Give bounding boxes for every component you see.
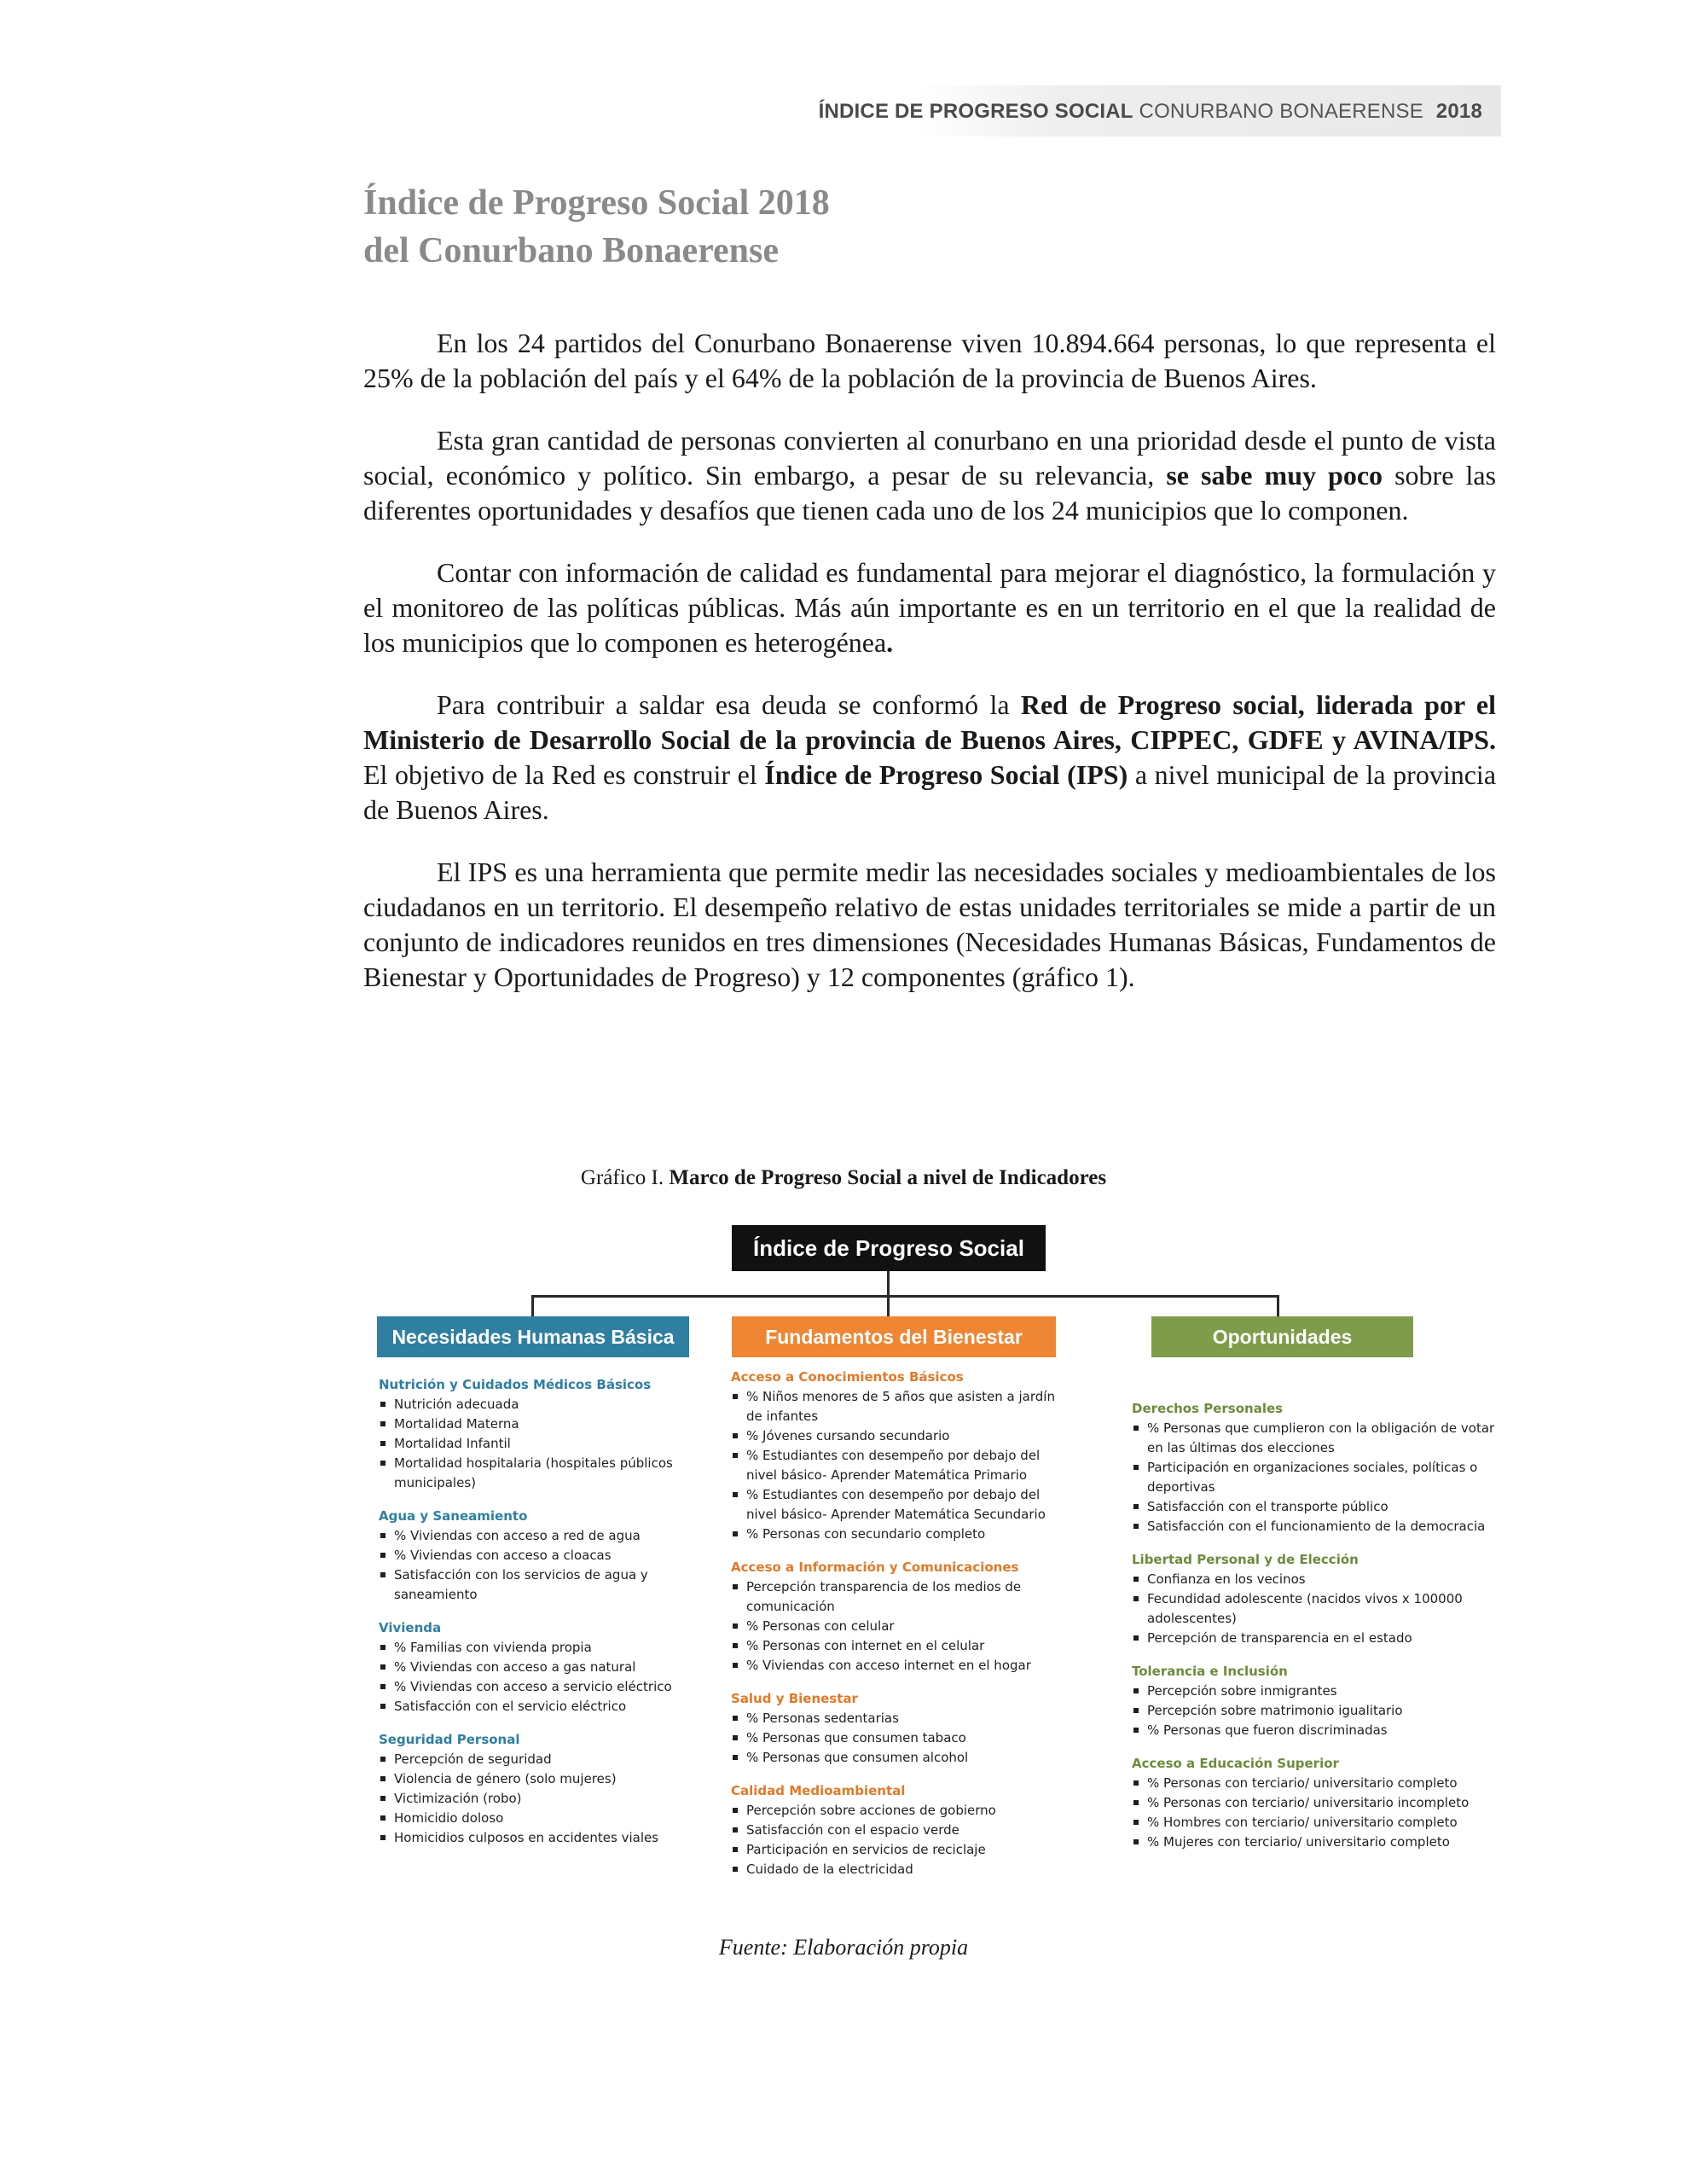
root-node-ips: Índice de Progreso Social xyxy=(732,1225,1046,1271)
component-title: Acceso a Conocimientos Básicos xyxy=(731,1369,964,1385)
indicator-item: Percepción sobre acciones de gobierno xyxy=(731,1801,1072,1821)
components-column-wellbeing xyxy=(731,1368,1072,1893)
indicator-list xyxy=(1132,1419,1499,1536)
indicator-list xyxy=(731,1577,1072,1676)
indicator-item: % Familias con vivienda propia xyxy=(379,1638,716,1658)
paragraph-5: El IPS es una herramienta que permite medir las necesidades sociales y medioambientales de los ciudadanos en un territorio. El desempeño relativo de estas unidades territoriales se mide a partir de un conjunto de indicadores reunidos en tres dimensiones (Necesidades Humanas Básicas, Fundamentos de Bienestar y Oportunidades de Progreso) y 12 componentes (gráfico 1). xyxy=(363,857,1496,992)
component-block xyxy=(731,1368,1072,1544)
header-subtitle: CONURBANO BONAERENSE xyxy=(1139,100,1423,123)
indicator-list xyxy=(731,1801,1072,1879)
paragraph-4-text-end: a nivel municipal de la provincia de Buenos Aires. xyxy=(363,759,1497,825)
indicator-item: Percepción sobre matrimonio igualitario xyxy=(1132,1701,1499,1721)
figure-source: Fuente: Elaboración propia xyxy=(718,1935,969,1960)
paragraph-2-text: Esta gran cantidad de personas convierten al conurbano en una prioridad desde el punto de vista social, económico y político. Sin embargo, a pesar de su relevancia, xyxy=(363,425,1496,491)
indicator-item: Satisfacción con el funcionamiento de la democracia xyxy=(1132,1517,1499,1536)
indicator-item: % Mujeres con terciario/ universitario completo xyxy=(1132,1833,1499,1852)
indicator-item: Percepción transparencia de los medios de comunicación xyxy=(731,1577,1072,1617)
header-year: 2018 xyxy=(1435,100,1482,123)
indicator-item: Cuidado de la electricidad xyxy=(731,1860,1072,1879)
indicator-item: % Viviendas con acceso a cloacas xyxy=(379,1546,716,1565)
dimension-opportunities: Oportunidades xyxy=(1151,1316,1413,1357)
indicator-item: Percepción sobre inmigrantes xyxy=(1132,1682,1499,1701)
indicator-item: Satisfacción con el transporte público xyxy=(1132,1497,1499,1517)
indicator-item: % Personas que consumen alcohol xyxy=(731,1748,1072,1768)
component-title: Tolerancia e Inclusión xyxy=(1132,1664,1288,1679)
indicator-item: % Personas con celular xyxy=(731,1617,1072,1636)
component-block xyxy=(1132,1754,1499,1852)
caption-prefix: Gráfico I. xyxy=(580,1166,670,1189)
body-text xyxy=(363,326,1496,1022)
indicator-item: % Niños menores de 5 años que asisten a jardín de infantes xyxy=(731,1387,1072,1426)
component-block xyxy=(1132,1662,1499,1740)
indicator-item: % Personas que fueron discriminadas xyxy=(1132,1721,1499,1740)
indicator-item: % Personas que cumplieron con la obligación de votar en las últimas dos elecciones xyxy=(1132,1419,1499,1458)
component-title: Seguridad Personal xyxy=(379,1732,520,1747)
indicator-item: Satisfacción con el espacio verde xyxy=(731,1821,1072,1840)
paragraph-2-text-end: sobre las diferentes oportunidades y desafíos que tienen cada uno de los 24 municipios que lo componen. xyxy=(363,460,1497,526)
indicator-list xyxy=(1132,1774,1499,1852)
indicator-list xyxy=(1132,1682,1499,1740)
components-column-basic-needs xyxy=(379,1375,716,1862)
title-line-1: Índice de Progreso Social 2018 xyxy=(363,183,830,223)
connector-to-dimension-2 xyxy=(887,1295,890,1316)
component-title: Vivienda xyxy=(379,1620,442,1635)
indicator-item: % Personas sedentarias xyxy=(731,1709,1072,1728)
indicator-item: Homicidios culposos en accidentes viales xyxy=(379,1828,716,1848)
paragraph-4-text: Para contribuir a saldar esa deuda se conformó la xyxy=(437,689,1021,720)
running-header xyxy=(819,100,1482,124)
title-line-2: del Conurbano Bonaerense xyxy=(363,231,779,270)
paragraph-2-emphasis: se sabe muy poco xyxy=(1166,460,1383,491)
component-block xyxy=(379,1730,716,1848)
connector-root-vertical xyxy=(887,1271,890,1297)
indicator-item: % Jóvenes cursando secundario xyxy=(731,1426,1072,1446)
paragraph-2 xyxy=(363,423,1496,528)
component-block xyxy=(1132,1399,1499,1536)
component-title: Derechos Personales xyxy=(1132,1401,1284,1416)
paragraph-4-red-emphasis: Red de Progreso social, liderada por el Ministerio de Desarrollo Social de la provincia de Buenos Aires, CIPPEC, GDFE y AVINA/IPS. xyxy=(363,689,1497,755)
caption-title: Marco de Progreso Social a nivel de Indicadores xyxy=(669,1166,1107,1189)
indicator-item: Mortalidad hospitalaria (hospitales públicos municipales) xyxy=(379,1454,716,1493)
component-title: Nutrición y Cuidados Médicos Básicos xyxy=(379,1377,652,1392)
indicator-list xyxy=(379,1750,716,1848)
paragraph-3-text: Contar con información de calidad es fundamental para mejorar el diagnóstico, la formulación y el monitoreo de las políticas públicas. Más aún importante es en un territorio en el que la realidad de los municipios que lo componen es heterogénea xyxy=(363,557,1496,658)
indicator-list xyxy=(379,1395,716,1493)
header-title: ÍNDICE DE PROGRESO SOCIAL xyxy=(818,100,1133,123)
indicator-item: Victimización (robo) xyxy=(379,1789,716,1809)
components-column-opportunities xyxy=(1132,1399,1499,1866)
dimension-wellbeing-foundations: Fundamentos del Bienestar xyxy=(732,1316,1056,1357)
indicator-item: % Personas con terciario/ universitario incompleto xyxy=(1132,1793,1499,1813)
component-block xyxy=(1132,1550,1499,1648)
indicator-item: % Viviendas con acceso internet en el hogar xyxy=(731,1656,1072,1676)
component-title: Salud y Bienestar xyxy=(731,1691,858,1706)
component-title: Calidad Medioambiental xyxy=(731,1783,906,1798)
connector-horizontal xyxy=(531,1295,1279,1298)
indicator-item: % Personas con terciario/ universitario completo xyxy=(1132,1774,1499,1793)
indicator-item: Homicidio doloso xyxy=(379,1809,716,1828)
component-block xyxy=(379,1618,716,1716)
figure-caption xyxy=(0,1166,1687,1190)
indicator-item: % Estudiantes con desempeño por debajo del nivel básico- Aprender Matemática Secundario xyxy=(731,1485,1072,1525)
indicator-item: % Personas que consumen tabaco xyxy=(731,1728,1072,1748)
indicator-item: % Viviendas con acceso a gas natural xyxy=(379,1658,716,1677)
component-block xyxy=(379,1507,716,1605)
indicator-list xyxy=(731,1387,1072,1544)
indicator-list xyxy=(379,1526,716,1605)
indicator-list xyxy=(1132,1570,1499,1648)
component-block xyxy=(731,1558,1072,1676)
indicator-list xyxy=(379,1638,716,1716)
paragraph-1: En los 24 partidos del Conurbano Bonaerense viven 10.894.664 personas, lo que representa el 25% de la población del país y el 64% de la población de la provincia de Buenos Aires. xyxy=(363,328,1496,393)
paragraph-4-ips-emphasis: Índice de Progreso Social (IPS) xyxy=(764,759,1128,790)
connector-to-dimension-1 xyxy=(531,1295,534,1316)
component-block xyxy=(379,1375,716,1493)
indicator-item: Violencia de género (solo mujeres) xyxy=(379,1769,716,1789)
component-block xyxy=(731,1689,1072,1768)
indicator-item: Confianza en los vecinos xyxy=(1132,1570,1499,1589)
indicator-item: Percepción de seguridad xyxy=(379,1750,716,1769)
indicator-item: Mortalidad Infantil xyxy=(379,1434,716,1454)
indicator-item: Satisfacción con los servicios de agua y saneamiento xyxy=(379,1565,716,1605)
indicator-item: Satisfacción con el servicio eléctrico xyxy=(379,1697,716,1716)
paragraph-3-period: . xyxy=(886,627,894,658)
document-title xyxy=(363,179,1472,275)
component-title: Agua y Saneamiento xyxy=(379,1508,528,1524)
indicator-item: % Viviendas con acceso a red de agua xyxy=(379,1526,716,1546)
component-title: Libertad Personal y de Elección xyxy=(1132,1552,1359,1567)
paragraph-4 xyxy=(363,688,1496,828)
component-title: Acceso a Educación Superior xyxy=(1132,1756,1339,1771)
component-title: Acceso a Información y Comunicaciones xyxy=(731,1560,1019,1575)
indicator-item: Fecundidad adolescente (nacidos vivos x 100000 adolescentes) xyxy=(1132,1589,1499,1629)
indicator-item: % Personas con internet en el celular xyxy=(731,1636,1072,1656)
indicator-item: Percepción de transparencia en el estado xyxy=(1132,1629,1499,1648)
paragraph-4-text-mid: El objetivo de la Red es construir el xyxy=(363,759,765,790)
component-block xyxy=(731,1781,1072,1879)
indicator-item: % Estudiantes con desempeño por debajo del nivel básico- Aprender Matemática Primario xyxy=(731,1446,1072,1485)
indicator-item: Participación en organizaciones sociales, políticas o deportivas xyxy=(1132,1458,1499,1497)
connector-to-dimension-3 xyxy=(1277,1295,1279,1316)
indicator-list xyxy=(731,1709,1072,1768)
dimension-basic-needs: Necesidades Humanas Básica xyxy=(377,1316,689,1357)
indicator-item: % Hombres con terciario/ universitario completo xyxy=(1132,1813,1499,1833)
paragraph-3 xyxy=(363,555,1496,660)
indicator-item: Mortalidad Materna xyxy=(379,1414,716,1434)
indicator-item: Participación en servicios de reciclaje xyxy=(731,1840,1072,1860)
indicator-item: Nutrición adecuada xyxy=(379,1395,716,1414)
indicator-item: % Personas con secundario completo xyxy=(731,1525,1072,1544)
indicator-item: % Viviendas con acceso a servicio eléctrico xyxy=(379,1677,716,1697)
